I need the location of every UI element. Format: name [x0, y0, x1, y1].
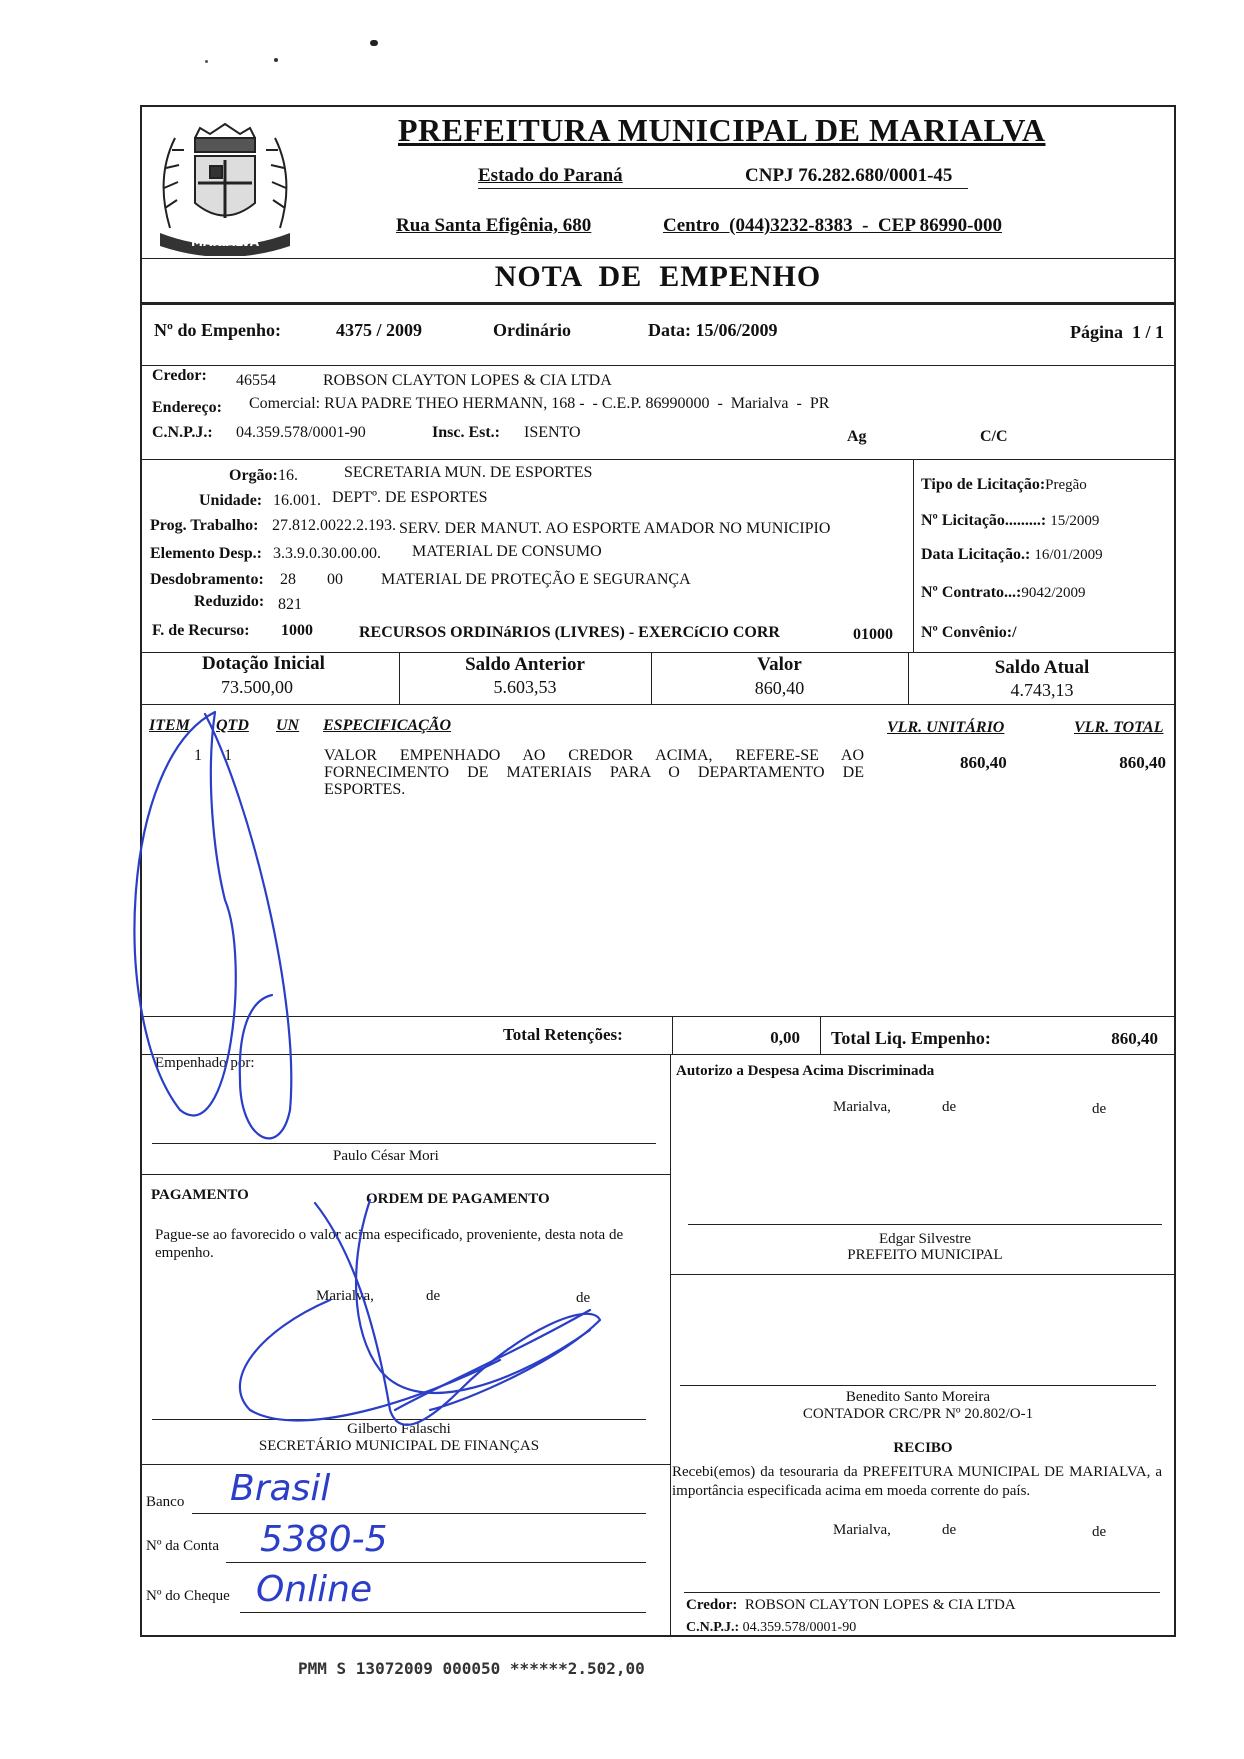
conta-label: Nº da Conta [146, 1538, 219, 1554]
tipo-licitacao-label: Tipo de Licitação:Pregão [921, 476, 1087, 493]
divider [672, 1016, 673, 1054]
prefeito-name: Edgar Silvestre [878, 1231, 972, 1247]
total-liq-label: Total Liq. Empenho: [831, 1028, 991, 1048]
empenho-number: 4375 / 2009 [336, 320, 423, 340]
fonte: RECURSOS ORDINáRIOS (LIVRES) - EXERCíCIO CORR [359, 624, 780, 641]
divider [140, 1174, 670, 1175]
signature-line [152, 1419, 646, 1420]
divider [140, 704, 1176, 705]
reduzido-label: Reduzido: [194, 593, 265, 610]
divider [140, 1016, 1176, 1017]
autorizo-de2: de [1092, 1101, 1107, 1117]
contrato-label: Nº Contrato...:9042/2009 [921, 584, 1086, 601]
banco-line [192, 1513, 646, 1514]
divider [140, 459, 1176, 460]
recibo-cnpj: 04.359.578/0001-90 [742, 1620, 857, 1635]
autorizo-place: Marialva, [833, 1099, 891, 1115]
header-state: Estado do Paraná [478, 165, 623, 186]
dotacao-value: 73.500,00 [221, 677, 293, 697]
contador-name: Benedito Santo Moreira [845, 1389, 991, 1405]
cheque-label: Nº do Cheque [146, 1588, 230, 1604]
header-title: PREFEITURA MUNICIPAL DE MARIALVA [398, 112, 1046, 148]
unidade-label: Unidade: [199, 492, 263, 509]
recibo-cnpj-label: C.N.P.J.: [686, 1620, 740, 1635]
header-contact: Centro (044)3232-8383 - CEP 86990-000 [663, 215, 1002, 236]
pagamento-text: Pague-se ao favorecido o valor acima especificado, proveniente, desta nota de empenho. [155, 1227, 624, 1261]
empenho-number-label: Nº do Empenho: [154, 320, 281, 340]
fonte-code: 1000 [281, 622, 313, 639]
reduzido: 821 [278, 596, 302, 613]
item-spec: VALOR EMPENHADO AO CREDOR ACIMA, REFERE-SE AO FORNECIMENTO DE MATERIAIS PARA O DEPARTAMENTO DE ESPORTES. [324, 747, 864, 798]
prefeito-title: PREFEITO MUNICIPAL [847, 1247, 1003, 1263]
data-licitacao-label: Data Licitação.: 16/01/2009 [921, 546, 1103, 563]
credor-name: ROBSON CLAYTON LOPES & CIA LTDA [323, 372, 612, 389]
orgao: SECRETARIA MUN. DE ESPORTES [344, 464, 593, 481]
signature-line [152, 1143, 656, 1144]
autorizo-de1: de [942, 1099, 957, 1115]
ag-label: Ag [847, 428, 867, 445]
endereco-label: Endereço: [152, 399, 222, 416]
scan-speck [370, 40, 378, 46]
total-liq: 860,40 [1111, 1029, 1158, 1048]
ordem-pagamento-label: ORDEM DE PAGAMENTO [366, 1191, 550, 1207]
insc-value: ISENTO [524, 424, 581, 441]
conta-line [226, 1562, 646, 1563]
banco-handwritten: Brasil [230, 1468, 331, 1509]
valor-label: Valor [757, 654, 802, 675]
unidade: DEPTº. DE ESPORTES [332, 489, 488, 506]
pagamento-de1: de [426, 1288, 441, 1304]
cheque-line [240, 1612, 646, 1613]
divider [140, 1054, 1176, 1055]
page-number: Página 1 / 1 [1069, 322, 1164, 342]
empenhado-label: Empenhado por: [155, 1055, 255, 1071]
orgao-code: 16. [278, 467, 298, 484]
desd-code1: 28 [280, 571, 296, 588]
signature-line [680, 1385, 1156, 1386]
divider [913, 459, 914, 652]
header-cnpj: CNPJ 76.282.680/0001-45 [745, 165, 953, 186]
col-unit: VLR. UNITÁRIO [887, 719, 1005, 736]
col-total: VLR. TOTAL [1074, 719, 1164, 736]
recibo-text: Recebi(emos) da tesouraria da PREFEITURA MUNICIPAL DE MARIALVA, a importância especificada acima em moeda corrente do país. [672, 1464, 1162, 1499]
svg-text:MARIALVA: MARIALVA [191, 235, 259, 249]
saldo-atual-value: 4.743,13 [1010, 680, 1074, 700]
desd-label: Desdobramento: [150, 571, 264, 588]
scan-speck [205, 60, 208, 63]
unidade-code: 16.001. [273, 492, 321, 509]
empenhado-name: Paulo César Mori [333, 1148, 439, 1164]
col-un: UN [276, 717, 300, 734]
item-number: 1 [194, 747, 202, 764]
recibo-place: Marialva, [833, 1522, 891, 1538]
saldo-anterior-value: 5.603,53 [493, 677, 557, 697]
divider [140, 365, 1176, 366]
recibo-de2: de [1092, 1524, 1107, 1540]
header-address: Rua Santa Efigênia, 680 [396, 215, 592, 236]
conta-handwritten: 5380-5 [260, 1519, 388, 1560]
banco-label: Banco [146, 1494, 185, 1510]
divider [140, 258, 1176, 259]
cc-label: C/C [980, 428, 1008, 445]
divider [670, 1274, 1176, 1275]
signature-line [688, 1224, 1162, 1225]
recibo-cnpj-row [686, 1620, 856, 1636]
pagamento-label: PAGAMENTO [151, 1187, 249, 1203]
secretario-title: SECRETÁRIO MUNICIPAL DE FINANÇAS [258, 1438, 540, 1454]
valor-value: 860,40 [754, 678, 805, 698]
pagamento-place: Marialva, [316, 1288, 374, 1304]
empenho-date: Data: 15/06/2009 [648, 320, 778, 340]
fonte-label: F. de Recurso: [152, 622, 250, 639]
empenho-type: Ordinário [493, 320, 572, 340]
elem-code: 3.3.9.0.30.00.00. [273, 545, 381, 562]
col-spec: ESPECIFICAÇÃO [323, 717, 452, 734]
cheque-handwritten: Online [256, 1569, 373, 1610]
doc-title: NOTA DE EMPENHO [494, 260, 822, 293]
item-qtd: 1 [224, 747, 232, 764]
crest-logo [150, 108, 300, 256]
secretario-name: Gilberto Falaschi [347, 1421, 451, 1437]
prog: SERV. DER MANUT. AO ESPORTE AMADOR NO MUNICIPIO [399, 520, 831, 537]
item-total: 860,40 [1119, 753, 1166, 772]
orgao-label: Orgão: [229, 467, 278, 484]
credor-cnpj: 04.359.578/0001-90 [236, 424, 366, 441]
prog-code: 27.812.0022.2.193. [272, 517, 396, 534]
signature-line [684, 1592, 1160, 1593]
divider [140, 302, 1176, 305]
col-item: ITEM [149, 717, 190, 734]
col-qtd: QTD [216, 717, 249, 734]
credor-code: 46554 [236, 372, 276, 389]
recibo-label: RECIBO [893, 1440, 953, 1456]
elem: MATERIAL DE CONSUMO [412, 543, 602, 560]
item-unit: 860,40 [960, 753, 1007, 772]
saldo-atual-label: Saldo Atual [994, 657, 1090, 678]
bank-stamp: PMM S 13072009 000050 ******2.502,00 [298, 1659, 645, 1678]
insc-label: Insc. Est.: [432, 424, 501, 441]
pagamento-de2: de [576, 1290, 591, 1306]
divider [820, 1016, 821, 1054]
desd: MATERIAL DE PROTEÇÃO E SEGURANÇA [381, 571, 691, 588]
total-retencoes: 0,00 [770, 1028, 800, 1047]
contador-title: CONTADOR CRC/PR Nº 20.802/O-1 [802, 1406, 1034, 1422]
credor-address: Comercial: RUA PADRE THEO HERMANN, 168 - - C.E.P. 86990000 - Marialva - PR [249, 395, 830, 412]
divider [140, 1464, 670, 1465]
convenio-label: Nº Convênio:/ [921, 624, 1017, 641]
recibo-credor-label: Credor: [686, 1597, 738, 1613]
elem-label: Elemento Desp.: [150, 545, 262, 562]
autorizo-label: Autorizo a Despesa Acima Discriminada [676, 1063, 935, 1079]
recibo-credor: ROBSON CLAYTON LOPES & CIA LTDA [744, 1597, 1016, 1613]
total-retencoes-label: Total Retenções: [503, 1025, 623, 1044]
scan-speck [274, 58, 278, 62]
credor-label: Credor: [152, 367, 207, 384]
num-licitacao-label: Nº Licitação.........: 15/2009 [921, 512, 1100, 529]
divider [670, 1054, 671, 1637]
saldo-anterior-label: Saldo Anterior [465, 654, 585, 675]
cnpj-label: C.N.P.J.: [152, 424, 213, 441]
header-state-underline [478, 188, 968, 189]
desd-code2: 00 [327, 571, 343, 588]
dotacao-label: Dotação Inicial [202, 653, 325, 674]
prog-label: Prog. Trabalho: [150, 517, 259, 534]
recibo-de1: de [942, 1522, 957, 1538]
fonte-code2: 01000 [853, 626, 893, 643]
recibo-credor-row [686, 1597, 1016, 1614]
